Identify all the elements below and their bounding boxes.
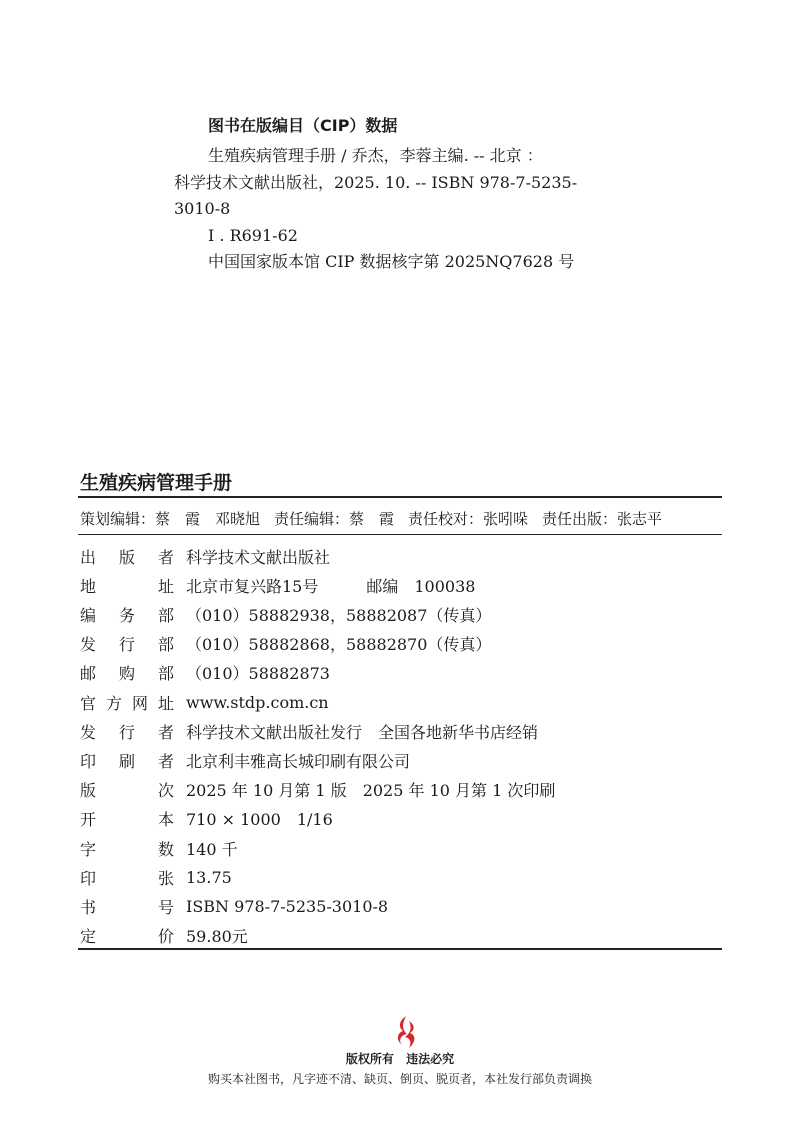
info-label-char: 书	[80, 897, 97, 917]
info-row	[80, 835, 238, 861]
editor-proofreader: 责任校对：张吲哚	[408, 510, 529, 528]
info-label-char: 定	[80, 927, 97, 947]
info-label-char: 号	[157, 897, 174, 917]
info-label-char: 价	[157, 927, 174, 947]
info-label-char: 址	[157, 576, 174, 596]
info-value: 140 千	[186, 839, 238, 859]
info-label-char: 本	[157, 810, 174, 830]
info-value: 北京利丰雅高长城印刷有限公司	[186, 751, 411, 771]
info-value: 710 × 1000 1/16	[186, 810, 333, 830]
info-label-char: 编	[80, 605, 97, 625]
info-row	[80, 543, 330, 569]
info-value: ISBN 978-7-5235-3010-8	[186, 896, 389, 916]
info-label-char: 务	[118, 605, 135, 625]
info-label-char: 购	[118, 664, 135, 684]
piracy-warning: 违法必究	[406, 1052, 455, 1066]
info-label	[80, 749, 180, 772]
cip-line-1: 生殖疾病管理手册 / 乔杰，李蓉主编. -- 北京 ：	[208, 146, 543, 165]
rights-reserved: 版权所有	[345, 1052, 394, 1066]
info-value: （010）58882868，58882870（传真）	[186, 635, 492, 655]
info-label-char: 址	[157, 693, 174, 713]
info-value: 2025 年 10 月第 1 版 2025 年 10 月第 1 次印刷	[186, 781, 556, 801]
editor-publishing: 责任出版：张志平	[542, 510, 663, 528]
info-label-char: 数	[157, 839, 174, 859]
info-row	[80, 572, 475, 598]
replacement-notice: 购买本社图书，凡字迹不清、缺页、倒页、脱页者，本社发行部负责调换	[207, 1072, 592, 1086]
cip-line-4: Ⅰ . R691-62	[208, 226, 298, 245]
book-title: 生殖疾病管理手册	[80, 472, 233, 494]
info-value: 科学技术文献出版社	[186, 547, 331, 567]
publisher-logo-icon	[393, 1015, 419, 1049]
info-value: www.stdp.com.cn	[186, 692, 329, 712]
info-label	[80, 632, 180, 655]
info-row	[80, 601, 491, 627]
info-label-char: 字	[80, 839, 97, 859]
info-label	[80, 603, 180, 626]
info-label-char: 者	[157, 547, 174, 567]
info-label	[80, 545, 180, 568]
cip-line-5: 中国国家版本馆 CIP 数据核字第 2025NQ7628 号	[208, 252, 575, 271]
cip-heading: 图书在版编目（CIP）数据	[208, 116, 398, 135]
info-row	[80, 923, 248, 949]
info-label	[80, 720, 180, 743]
info-label-char: 者	[157, 722, 174, 742]
info-label	[80, 574, 180, 597]
info-label-char: 方	[105, 693, 122, 713]
info-value: 北京市复兴路15号 邮编 100038	[186, 576, 476, 596]
editor-planning: 策划编辑：蔡 霞 邓晓旭	[80, 510, 261, 528]
info-label-char: 发	[80, 722, 97, 742]
info-label	[80, 837, 180, 860]
info-label-char: 部	[157, 635, 174, 655]
info-label-char: 行	[118, 635, 135, 655]
info-label-char: 版	[118, 547, 135, 567]
info-label-char: 行	[118, 722, 135, 742]
info-value: （010）58882873	[186, 664, 330, 684]
info-label-char: 张	[157, 868, 174, 888]
editors-line	[80, 508, 722, 529]
title-rule	[78, 496, 722, 498]
info-value: 59.80元	[186, 927, 248, 947]
info-value: 科学技术文献出版社发行 全国各地新华书店经销	[186, 722, 539, 742]
info-label-char: 印	[80, 868, 97, 888]
info-label	[80, 807, 180, 830]
info-label-char: 邮	[80, 664, 97, 684]
info-label-char: 官	[80, 693, 97, 713]
info-row	[80, 631, 491, 657]
info-label-char: 刷	[118, 751, 135, 771]
info-label	[80, 866, 180, 889]
rights-line	[0, 1050, 800, 1067]
info-label-char: 发	[80, 635, 97, 655]
info-row	[80, 777, 555, 803]
info-value: 13.75	[186, 867, 232, 887]
info-label-char: 版	[80, 781, 97, 801]
info-row	[80, 806, 333, 832]
editor-responsible: 责任编辑：蔡 霞	[274, 510, 395, 528]
info-label	[80, 895, 180, 918]
cip-line-2: 科学技术文献出版社，2025. 10. -- ISBN 978-7-5235-	[174, 173, 578, 192]
info-label-char: 网	[131, 693, 148, 713]
info-label-char: 者	[157, 751, 174, 771]
info-row	[80, 893, 388, 919]
info-row	[80, 718, 538, 744]
info-row	[80, 747, 410, 773]
info-label	[80, 778, 180, 801]
info-label	[80, 661, 180, 684]
cip-line-3: 3010-8	[174, 199, 231, 218]
info-row	[80, 689, 329, 715]
info-label-char: 出	[80, 547, 97, 567]
info-value: （010）58882938，58882087（传真）	[186, 605, 492, 625]
info-label-char: 部	[157, 664, 174, 684]
bottom-rule	[78, 948, 722, 950]
info-label-char: 印	[80, 751, 97, 771]
info-row	[80, 660, 330, 686]
info-label-char: 开	[80, 810, 97, 830]
info-row	[80, 864, 232, 890]
info-label-char: 地	[80, 576, 97, 596]
info-label	[80, 924, 180, 947]
editors-rule	[78, 534, 722, 535]
info-label-char: 部	[157, 605, 174, 625]
info-label	[80, 691, 180, 714]
info-label-char: 次	[157, 781, 174, 801]
